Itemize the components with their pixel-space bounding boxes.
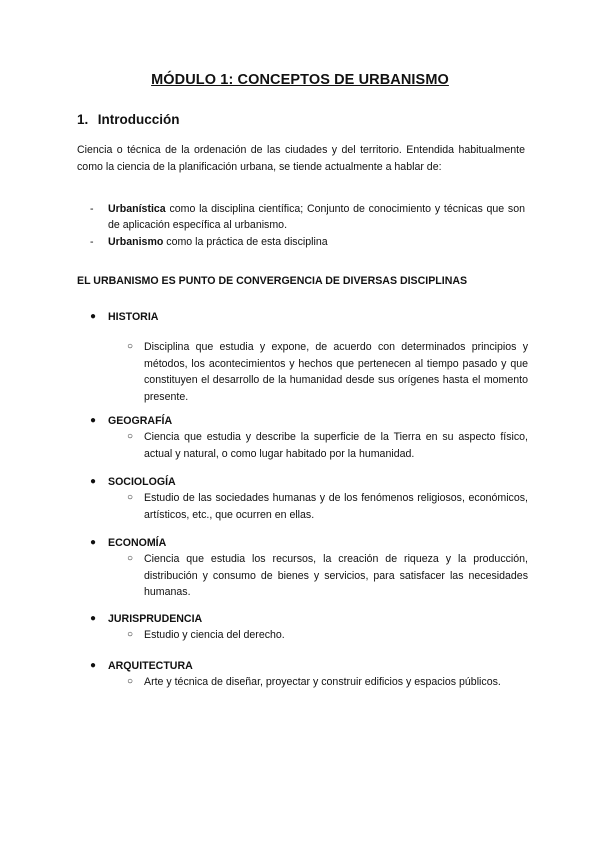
convergence-heading: EL URBANISMO ES PUNTO DE CONVERGENCIA DE DIVERSAS DISCIPLINAS <box>77 275 468 287</box>
dash-marker: - <box>90 203 94 215</box>
bullet-icon: ● <box>90 476 97 487</box>
discipline-sociologia <box>90 474 528 523</box>
dash-marker: - <box>90 236 94 248</box>
discipline-geografia <box>90 413 528 462</box>
bullet-icon: ● <box>90 415 97 426</box>
circle-bullet-icon: ○ <box>127 676 134 687</box>
bullet-icon: ● <box>90 311 97 322</box>
term-definition: como la disciplina científica; Conjunto de conocimiento y técnicas que son de aplicación específica al urbanismo. <box>108 203 525 231</box>
bullet-icon: ● <box>90 613 97 624</box>
term-urbanistica: Urbanística <box>108 203 166 215</box>
definition-list <box>77 201 525 251</box>
discipline-name: GEOGRAFÍA <box>108 415 173 427</box>
circle-bullet-icon: ○ <box>127 553 134 564</box>
discipline-description: Ciencia que estudia los recursos, la creación de riqueza y la producción, distribución y consumo de bienes y servicios, para satisfacer las necesidades humanas. <box>144 553 528 598</box>
discipline-jurisprudencia <box>90 611 528 644</box>
section-number: 1. <box>77 112 89 127</box>
intro-paragraph: Ciencia o técnica de la ordenación de las ciudades y del territorio. Entendida habitualmente como la ciencia de la planificación urbana, se tiende actualmente a hablar de: <box>77 144 525 173</box>
discipline-arquitectura <box>90 658 528 691</box>
section-title: Introducción <box>97 112 180 127</box>
bullet-icon: ● <box>90 660 97 671</box>
circle-bullet-icon: ○ <box>127 492 134 503</box>
discipline-name: HISTORIA <box>108 311 159 323</box>
page-title: MÓDULO 1: CONCEPTOS DE URBANISMO <box>151 72 449 88</box>
term-urbanismo: Urbanismo <box>108 236 164 248</box>
discipline-name: ARQUITECTURA <box>108 660 193 672</box>
list-item <box>77 201 525 233</box>
list-item <box>77 234 525 250</box>
discipline-description: Disciplina que estudia y expone, de acuerdo con determinados principios y métodos, los acontecimientos y hechos que pertenecen al tiempo pasado y que constituyen el desarrollo de la humanidad desde sus orígenes hasta el momento presente. <box>144 341 528 403</box>
section-heading-introduction <box>77 112 180 127</box>
discipline-name: JURISPRUDENCIA <box>108 613 203 625</box>
discipline-description: Ciencia que estudia y describe la superficie de la Tierra en su aspecto físico, actual y natural, o como lugar habitado por la humanidad. <box>144 431 528 460</box>
discipline-description: Arte y técnica de diseñar, proyectar y construir edificios y espacios públicos. <box>144 676 501 688</box>
circle-bullet-icon: ○ <box>127 431 134 442</box>
bullet-icon: ● <box>90 537 97 548</box>
discipline-economia <box>90 535 528 601</box>
circle-bullet-icon: ○ <box>127 629 134 640</box>
discipline-description: Estudio de las sociedades humanas y de los fenómenos religiosos, económicos, artísticos, etc., que ocurren en ellas. <box>144 492 528 521</box>
circle-bullet-icon: ○ <box>127 341 134 352</box>
term-definition: como la práctica de esta disciplina <box>163 236 328 248</box>
discipline-description: Estudio y ciencia del derecho. <box>144 629 285 641</box>
discipline-name: ECONOMÍA <box>108 537 167 549</box>
discipline-name: SOCIOLOGÍA <box>108 476 176 488</box>
discipline-historia <box>90 309 528 405</box>
